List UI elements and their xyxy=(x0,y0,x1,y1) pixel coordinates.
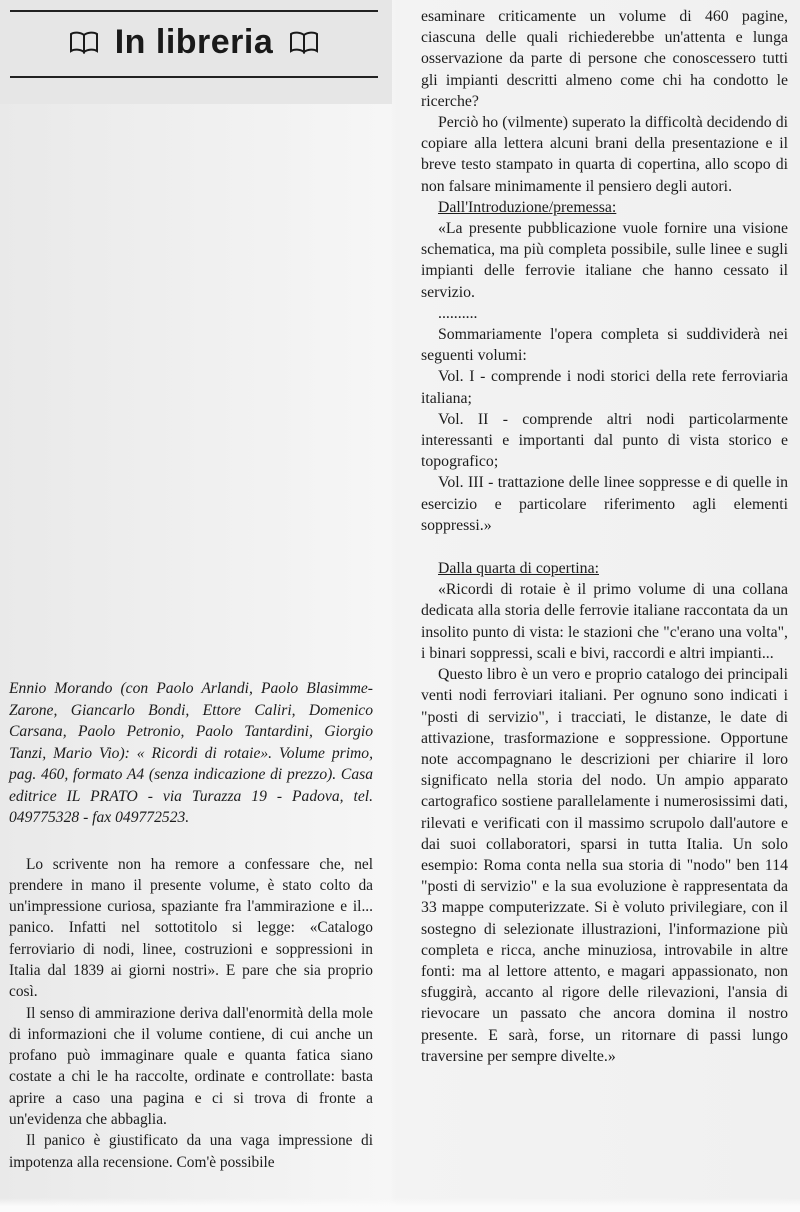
header-title-row xyxy=(10,16,378,68)
intro-quote: «La presente pubblicazione vuole fornire una visione schematica, ma più completa possibile, sulle linee e sugli impianti delle ferrovie italiane che hanno cessato il servizio. xyxy=(421,220,788,301)
quarta-heading xyxy=(421,558,788,579)
intro-heading xyxy=(421,197,788,218)
review-continuation: esaminare criticamente un volume di 460 pagine, ciascuna delle quali richiederebbe un'attenta e lunga osservazione da parte di persone che conoscessero tutti gli impianti descritti almeno come chi ha condotto le ricerche? xyxy=(421,8,788,110)
ellipsis: .......... xyxy=(438,304,478,322)
volume-2: Vol. II - comprende altri nodi particolarmente interessanti e importanti dal punto di vista storico e topografico; xyxy=(421,410,788,471)
right-column xyxy=(421,6,788,1067)
volume-3: Vol. III - trattazione delle linee soppresse e di quelle in esercizio e particolare riferimento agli elementi soppressi.» xyxy=(421,474,788,534)
left-column xyxy=(9,678,373,1173)
open-book-icon xyxy=(69,30,99,54)
quarta-paragraph-1: «Ricordi di rotaie è il primo volume di una collana dedicata alla storia delle ferrovie italiane raccontata da un insolito punto di vista: le stazioni che "c'erano una volta", i binari soppressi, scali e bivi, raccordi e altri impianti... xyxy=(421,581,788,662)
header-bottom-rule xyxy=(10,76,378,78)
volume-1: Vol. I - comprende i nodi storici della rete ferroviaria italiana; xyxy=(421,368,788,407)
scan-bottom-edge xyxy=(0,1198,800,1212)
review-paragraph-2: Il senso di ammirazione deriva dall'enormità della mole di informazioni che il volume contiene, di cui anche un profano può immaginare quale e quanta fatica siano costate a chi le ha raccolte, ordinate e controllate: basta aprire a caso una pagina e ci si trova di fronte a un'evidenza che abbaglia. xyxy=(9,1004,373,1129)
quarta-paragraph-2: Questo libro è un vero e proprio catalogo dei principali venti nodi ferroviari italiani. Per ognuno sono indicati i "posti di servizio", i tracciati, le distanze, le date di attivazione, trasformazione e soppressione. Opportune note accompagnano le descrizioni per chiarire il loro significato nella storia del nodo. Un ampio apparato cartografico sostiene parallelamente i numerosissimi dati, rilevati e verificati con il massimo scrupolo dall'autore e dai suoi collaboratori, sparsi in tutta Italia. Un solo esempio: Roma conta nella sua storia di "nodo" ben 114 "posti di servizio" e la sua evoluzione è rappresentata da 33 mappe computerizzate. Si è voluto privilegiare, con il sostegno di selezionate illustrazioni, l'informazione più completa e ricca, anche minuziosa, introvabile in altre fonti: ma al lettore attento, e magari appassionato, non sfuggirà, accanto al rigore delle rilevazioni, l'ansia di rievocare un passato che ancora domina il nostro presente. E sarà, forse, un ritornare di passi lungo traversine per sempre divelte.» xyxy=(421,666,788,1065)
volumes-intro: Sommariamente l'opera completa si suddividerà nei seguenti volumi: xyxy=(421,326,788,365)
review-paragraph-1: Lo scrivente non ha remore a confessare che, nel prendere in mano il presente volume, è stato colto da un'impressione curiosa, spaziante fra l'ammirazione e il... panico. Infatti nel sottotitolo si legge: «Catalogo ferroviario di nodi, linee, costruzioni e soppressioni in Italia dal 1839 ai giorni nostri». E pare che sia proprio così. xyxy=(9,855,373,1001)
section-header xyxy=(0,0,392,104)
intro-heading-text: Dall'Introduzione/premessa: xyxy=(438,198,617,216)
header-top-rule xyxy=(10,10,378,12)
spacer xyxy=(421,536,788,558)
review-paragraph-percio: Perciò ho (vilmente) superato la difficoltà decidendo di copiare alla lettera alcuni brani della presentazione e il breve testo stampato in quarta di copertina, allo scopo di non falsare minimamente il pensiero degli autori. xyxy=(421,114,788,195)
open-book-icon xyxy=(289,30,319,54)
page-title: In libreria xyxy=(114,22,274,61)
review-paragraph-3: Il panico è giustificato da una vaga impressione di impotenza alla recensione. Com'è possibile xyxy=(9,1132,373,1171)
spacer xyxy=(9,838,373,854)
book-citation: Ennio Morando (con Paolo Arlandi, Paolo Blasimme-Zarone, Giancarlo Bondi, Ettore Caliri, Domenico Carsana, Paolo Petronio, Paolo Tantardini, Giorgio Tanzi, Mario Vio): « Ricordi di rotaie». Volume primo, pag. 460, formato A4 (senza indicazione di prezzo). Casa editrice IL PRATO - via Turazza 19 - Padova, tel. 049775328 - fax 049772523. xyxy=(9,680,373,826)
quarta-heading-text: Dalla quarta di copertina: xyxy=(438,560,599,578)
